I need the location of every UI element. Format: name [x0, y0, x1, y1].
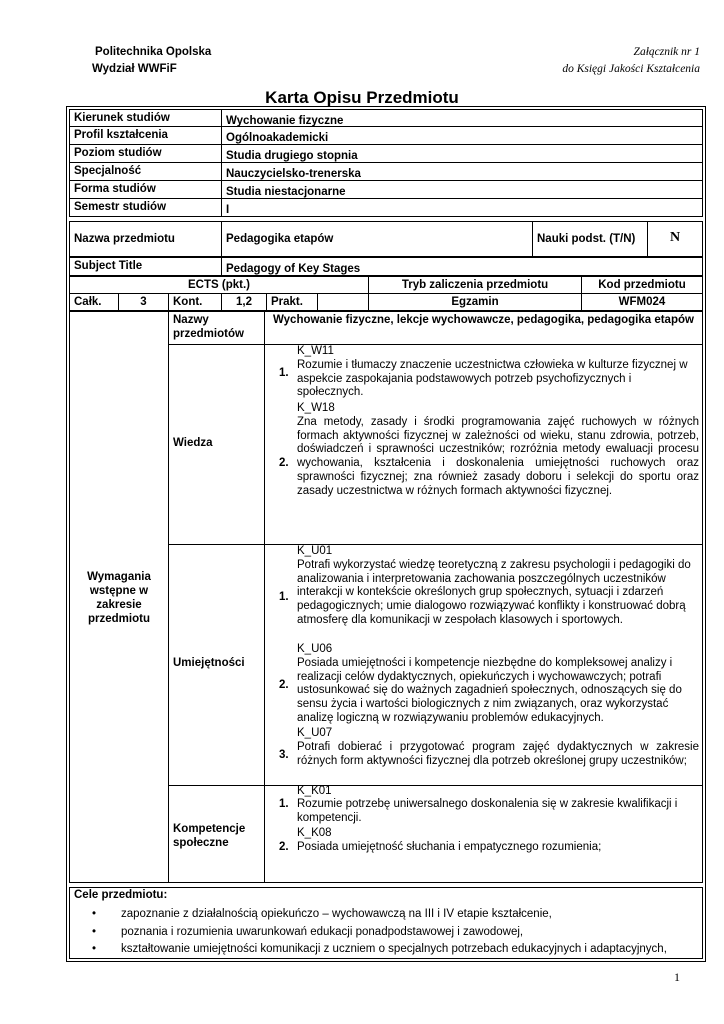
skills-text: Potrafi dobierać i przygotować program zajęć dydaktycznych w zakresie różnych form aktywności fizycznej dla potrzeb określonej grupy uczestników; [297, 741, 699, 767]
goals-label: Cele przedmiotu: [74, 889, 168, 901]
kont-label: Kont. [168, 293, 222, 311]
row-label-profile: Profil kształcenia [69, 126, 222, 145]
total-label: Całk. [69, 293, 119, 311]
goal-text: kształtowanie umiejętności komunikacji z uczniem o specjalnych potrzebach edukacyjnych i adaptacyjnych, [121, 943, 667, 955]
skills-text: Posiada umiejętności i kompetencje niezbędne do kompleksowej analizy i realizacji celów dydaktycznych, opiekuńczych i wychowawczych; potrafi ustosunkować się do ważnych zagadnień społecznych, odnoszących się do sensu życia i wartości biologicznych z nim związanych, oraz wykorzystać analizę logiczną w rozwiązywaniu problemów edukacyjnych. [297, 657, 682, 724]
prereq-label: Wymagania wstępne w zakresie przedmiotu [87, 571, 151, 625]
basic-science-label: Nauki podst. (T/N) [532, 221, 648, 257]
university-name: Politechnika Opolska [95, 46, 212, 58]
row-label-semester: Semestr studiów [69, 198, 222, 217]
social-text: Posiada umiejętność słuchania i empatycznego rozumienia; [297, 841, 602, 853]
row-value-specialty: Nauczycielsko-trenerska [221, 162, 703, 181]
skills-num: 2. [279, 679, 289, 691]
row-label-field: Kierunek studiów [69, 109, 222, 127]
row-value-level: Studia drugiego stopnia [221, 144, 703, 163]
social-num: 2. [279, 841, 289, 853]
skills-num: 3. [279, 749, 289, 761]
kont-value: 1,2 [221, 293, 267, 311]
skills-code: K_U01 [297, 545, 333, 557]
goals-list [70, 906, 700, 959]
total-value: 3 [118, 293, 169, 311]
header-left [92, 44, 212, 78]
skills-code: K_U06 [297, 643, 333, 655]
knowledge-code: K_W11 [297, 345, 334, 357]
row-label-form: Forma studiów [69, 180, 222, 199]
code-label: Kod przedmiotu [581, 276, 703, 294]
book-label: do Księgi Jakości Kształcenia [562, 63, 700, 75]
attachment-label: Załącznik nr 1 [633, 46, 700, 58]
basic-science-value: N [647, 221, 703, 257]
row-value-semester: I [221, 198, 703, 217]
knowledge-num: 1. [279, 367, 289, 379]
subject-title-value: Pedagogy of Key Stages [221, 257, 703, 276]
mode-label: Tryb zaliczenia przedmiotu [368, 276, 582, 294]
faculty-name: Wydział WWFiF [92, 63, 177, 75]
mode-value: Egzamin [368, 293, 582, 311]
row-value-profile: Ogólnoakademicki [221, 126, 703, 145]
social-code: K_K08 [297, 827, 332, 839]
page-number: 1 [674, 970, 680, 984]
prakt-label: Prakt. [266, 293, 318, 311]
knowledge-text: Zna metody, zasady i środki programowania zajęć ruchowych w różnych formach aktywności fizycznej w zależności od wieku, stanu zdrowia, potrzeb, doświadczeń i sprawności uczestników; rozróżnia metody ewaluacji procesu wychowania, kształcenia i doskonalenia umiejętności ruchowych oraz sprawności fizycznej; zna również zasady doboru i selekcji do sportu oraz zasady uczestnictwa w różnych formach aktywności fizycznej. [297, 416, 699, 497]
subject-title-label: Subject Title [69, 257, 222, 276]
prakt-value [317, 293, 369, 311]
row-value-form: Studia niestacjonarne [221, 180, 703, 199]
goal-item: • zapoznanie z działalnością opiekuńczo – wychowawczą na III i IV etapie kształcenie, [70, 906, 700, 924]
names-value: Wychowanie fizyczne, lekcje wychowawcze, pedagogika, pedagogika etapów [264, 311, 703, 345]
skills-code: K_U07 [297, 727, 333, 739]
goal-item: • poznania i rozumienia uwarunkowań edukacji ponadpodstawowej i zawodowej, [70, 924, 700, 942]
skills-label: Umiejętności [173, 657, 245, 669]
knowledge-text: Rozumie i tłumaczy znaczenie uczestnictwa człowieka w kulturze fizycznej w aspekcie zaspokajania podstawowych potrzeb psychofizycznych i społecznych. [297, 359, 688, 399]
skills-num: 1. [279, 591, 289, 603]
row-label-level: Poziom studiów [69, 144, 222, 163]
social-num: 1. [279, 798, 289, 810]
knowledge-num: 2. [279, 457, 289, 469]
code-value: WFM024 [581, 293, 703, 311]
knowledge-code: K_W18 [297, 402, 335, 414]
social-text: Rozumie potrzebę uniwersalnego doskonalenia się w zakresie kwalifikacji i kompetencji. [297, 798, 678, 824]
row-label-specialty: Specjalność [69, 162, 222, 181]
goal-text: zapoznanie z działalnością opiekuńczo – wychowawczą na III i IV etapie kształcenie, [121, 908, 552, 920]
goal-text: poznania i rozumienia uwarunkowań edukacji ponadpodstawowej i zawodowej, [121, 925, 524, 938]
header-right [562, 44, 700, 78]
ects-label: ECTS (pkt.) [69, 276, 369, 294]
knowledge-label: Wiedza [173, 437, 213, 449]
names-label: Nazwy przedmiotów [168, 311, 265, 345]
row-value-field: Wychowanie fizyczne [221, 109, 703, 127]
social-label: Kompetencje społeczne [173, 823, 246, 849]
social-code: K_K01 [297, 785, 332, 797]
skills-text: Potrafi wykorzystać wiedzę teoretyczną z zakresu psychologii i pedagogiki do analizowania i interpretowania zachowania poszczególnych uczestników interakcji w kontekście określonych grup społecznych, sytuacji i zdarzeń pedagogicznych; umie dialogowo rozwiązywać konflikty i konstruować dobrą atmosferę dla komunikacji w zespołach klasowych i sportowych. [297, 559, 691, 626]
subject-name-value: Pedagogika etapów [221, 221, 533, 257]
goal-item: • kształtowanie umiejętności komunikacji z uczniem o specjalnych potrzebach edukacyjnych i adaptacyjnych, [70, 941, 700, 959]
page-title: Karta Opisu Przedmiotu [265, 88, 459, 107]
subject-name-label: Nazwa przedmiotu [69, 221, 222, 257]
